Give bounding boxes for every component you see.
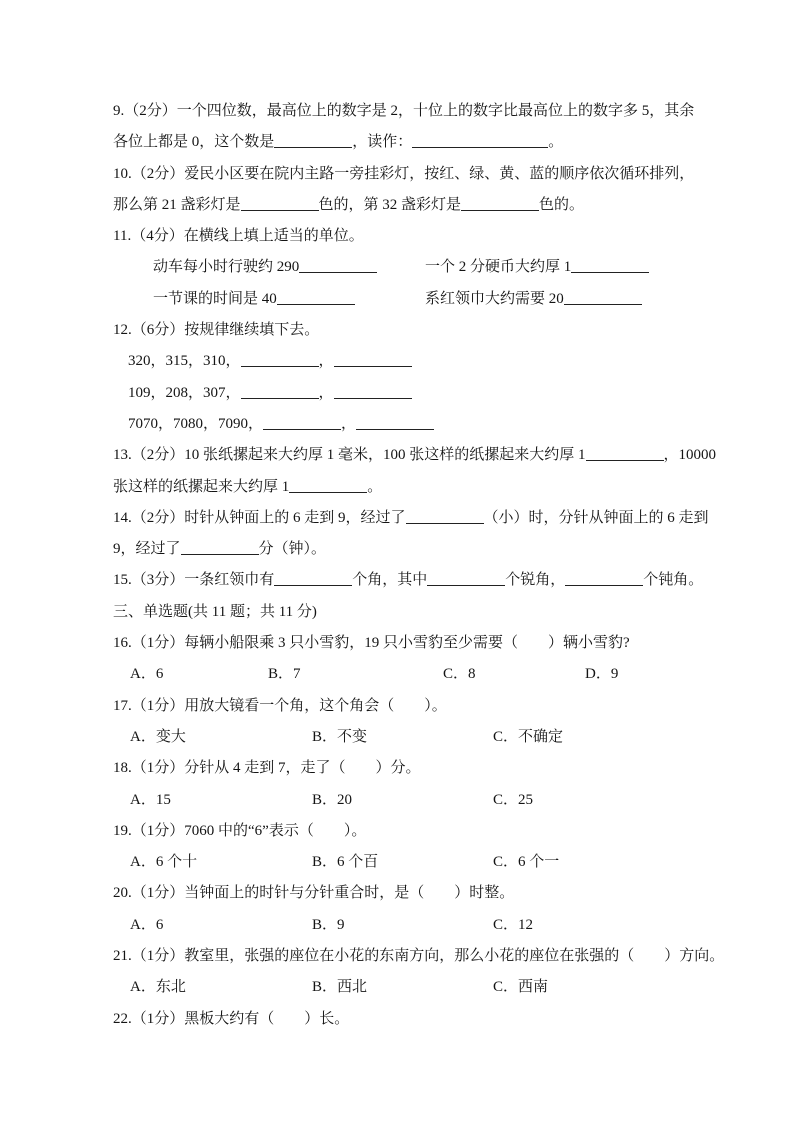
answer-blank (277, 291, 355, 305)
question-17-options (113, 722, 713, 753)
option-c: C．8 (443, 666, 476, 683)
question-12-text: 7070，7080，7090， (128, 415, 264, 432)
question-10-text: 色的。 (539, 196, 585, 213)
option-b: B．9 (312, 916, 345, 933)
question-10-text: 色的，第 32 盏彩灯是 (318, 196, 462, 213)
answer-blank (299, 259, 377, 273)
question-12-text: 320，315，310， (128, 353, 241, 370)
answer-blank (334, 385, 412, 399)
option-a: A．东北 (130, 979, 186, 996)
answer-blank (586, 447, 664, 461)
answer-blank (181, 541, 259, 555)
question-22-stem (113, 1004, 713, 1035)
question-13-line-2 (113, 472, 713, 503)
question-15-stem (113, 565, 713, 596)
question-11-text: 一节课的时间是 40 (153, 290, 277, 307)
question-16-text: 16.（1分）每辆小船限乘 3 只小雪豹，19 只小雪豹至少需要（ ）辆小雪豹? (113, 635, 630, 652)
option-c: C．西南 (493, 979, 549, 996)
question-11-text: 动车每小时行驶约 290 (153, 259, 300, 276)
question-14-text: 9，经过了 (113, 541, 181, 558)
question-11-stem (113, 221, 713, 252)
option-b: B．6 个百 (312, 854, 379, 871)
question-14-line-2 (113, 534, 713, 565)
question-9-line-2 (113, 127, 713, 158)
question-12-text: 109，208，307， (128, 384, 241, 401)
question-11-row-1-col-2 (425, 252, 649, 283)
option-b: B．20 (312, 791, 353, 808)
question-18-options (113, 785, 713, 816)
question-11-row-2 (113, 284, 713, 315)
question-20-text: 20.（1分）当钟面上的时针与分针重合时，是（ ）时整。 (113, 885, 515, 902)
question-14-text: 分（钟）。 (258, 541, 327, 558)
option-a: A．6 (130, 666, 164, 683)
question-21-options (113, 972, 713, 1003)
option-b: B．西北 (312, 979, 368, 996)
option-a: A．15 (130, 791, 171, 808)
question-12-stem (113, 315, 713, 346)
question-21-text: 21.（1分）教室里，张强的座位在小花的东南方向，那么小花的座位在张强的（ ）方向。 (113, 948, 725, 965)
answer-blank (274, 572, 352, 586)
answer-blank (274, 134, 352, 148)
answer-blank (241, 197, 319, 211)
question-12-sequence-3 (113, 409, 713, 440)
question-13-text: 张这样的纸摞起来大约厚 1 (113, 478, 290, 495)
option-c: C．25 (493, 791, 534, 808)
answer-blank (564, 291, 642, 305)
question-9-line-1 (113, 96, 713, 127)
answer-blank (461, 197, 539, 211)
option-d: D．9 (585, 666, 619, 683)
option-a: A．6 个十 (130, 854, 198, 871)
option-b: B．不变 (312, 728, 368, 745)
question-19-stem (113, 816, 713, 847)
option-c: C．6 个一 (493, 854, 560, 871)
answer-blank (241, 385, 319, 399)
question-16-options (113, 659, 713, 690)
question-14-text: （小）时，分针从钟面上的 6 走到 (483, 509, 709, 526)
question-11-text: 11.（4分）在横线上填上适当的单位。 (113, 228, 364, 245)
question-13-line-1 (113, 440, 717, 471)
section-3-header (113, 597, 713, 628)
answer-blank (334, 353, 412, 367)
question-15-text: 15.（3分）一条红领巾有 (113, 572, 275, 589)
option-a: A．变大 (130, 728, 186, 745)
question-19-text: 19.（1分）7060 中的“6”表示（ ）。 (113, 822, 367, 839)
question-12-separator: ， (318, 384, 334, 401)
question-9-text: ，读作： (352, 134, 413, 151)
option-b: B．7 (268, 666, 301, 683)
question-22-text: 22.（1分）黑板大约有（ ）长。 (113, 1010, 350, 1027)
question-14-line-1 (113, 503, 713, 534)
question-9-text: 。 (548, 134, 564, 151)
question-15-text: 个钝角。 (643, 572, 704, 589)
answer-blank (427, 572, 505, 586)
question-13-text: 13.（2分）10 张纸摞起来大约厚 1 毫米，100 张这样的纸摞起来大约厚 1 (113, 447, 586, 464)
question-13-text: 。 (367, 478, 383, 495)
answer-blank (263, 416, 341, 430)
question-15-text: 个角，其中 (352, 572, 428, 589)
answer-blank (356, 416, 434, 430)
question-12-separator: ， (318, 353, 334, 370)
question-11-row-1 (113, 252, 713, 283)
question-14-text: 14.（2分）时针从钟面上的 6 走到 9，经过了 (113, 509, 406, 526)
question-21-stem (113, 941, 725, 972)
question-11-row-2-col-2 (425, 284, 642, 315)
answer-blank (241, 353, 319, 367)
question-11-text: 系红领巾大约需要 20 (425, 290, 564, 307)
question-10-line-1 (113, 159, 713, 190)
section-3-title: 三、单选题(共 11 题；共 11 分) (113, 603, 317, 620)
question-18-stem (113, 753, 713, 784)
question-10-text: 那么第 21 盏彩灯是 (113, 196, 241, 213)
question-16-stem (113, 628, 713, 659)
question-12-sequence-1 (113, 346, 713, 377)
question-17-stem (113, 691, 713, 722)
answer-blank (289, 479, 367, 493)
question-18-text: 18.（1分）分针从 4 走到 7，走了（ ）分。 (113, 760, 421, 777)
option-c: C．不确定 (493, 728, 564, 745)
question-10-text: 10.（2分）爱民小区要在院内主路一旁挂彩灯，按红、绿、黄、蓝的顺序依次循环排列， (113, 165, 695, 182)
exam-content (113, 96, 725, 1035)
answer-blank (406, 510, 484, 524)
answer-blank (565, 572, 643, 586)
question-15-text: 个锐角， (505, 572, 566, 589)
question-12-separator: ， (341, 415, 357, 432)
question-20-stem (113, 878, 713, 909)
option-a: A．6 (130, 916, 164, 933)
question-11-text: 一个 2 分硬币大约厚 1 (425, 259, 572, 276)
answer-blank (412, 134, 548, 148)
question-20-options (113, 910, 713, 941)
option-c: C．12 (493, 916, 534, 933)
question-9-text: 9.（2分）一个四位数，最高位上的数字是 2，十位上的数字比最高位上的数字多 5，其余 (113, 103, 695, 119)
question-13-text: ，10000 (663, 447, 717, 464)
question-12-text: 12.（6分）按规律继续填下去。 (113, 322, 320, 339)
question-12-sequence-2 (113, 378, 713, 409)
question-9-text: 各位上都是 0，这个数是 (113, 134, 275, 151)
question-10-line-2 (113, 190, 713, 221)
question-19-options (113, 847, 713, 878)
answer-blank (571, 259, 649, 273)
question-17-text: 17.（1分）用放大镜看一个角，这个角会（ ）。 (113, 697, 447, 714)
